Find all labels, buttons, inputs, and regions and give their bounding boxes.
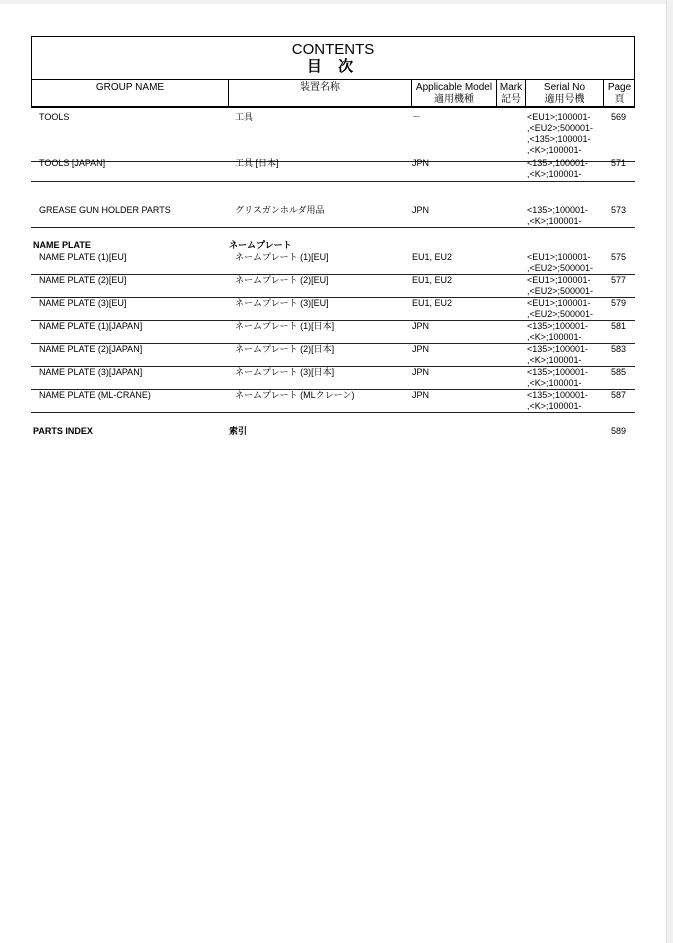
group-name-cell: NAME PLATE (ML-CRANE) xyxy=(39,390,151,400)
serial-cell xyxy=(527,112,593,156)
serial-line: <135>;100001- xyxy=(527,367,589,377)
page-cell: 589 xyxy=(611,426,627,436)
model-cell: JPN xyxy=(412,321,430,331)
serial-cell xyxy=(527,390,588,412)
group-name-jp-cell: 工具 [日本] xyxy=(235,158,279,168)
group-name-cell: NAME PLATE (2)[EU] xyxy=(39,275,127,285)
page-cell: 571 xyxy=(611,158,627,168)
table-row xyxy=(31,112,635,162)
model-cell: EU1, EU2 xyxy=(412,252,453,262)
serial-line: <135>;100001- xyxy=(527,390,589,400)
header-serial-label: Serial No xyxy=(543,82,586,93)
table-row xyxy=(31,367,635,390)
serial-line: <EU1>;100001- xyxy=(527,275,591,285)
table-row xyxy=(31,158,635,182)
serial-line: <135>;100001- xyxy=(527,321,589,331)
group-name-cell: NAME PLATE (2)[JAPAN] xyxy=(39,344,143,354)
serial-cell xyxy=(527,298,593,320)
page-cell: 587 xyxy=(611,390,627,400)
header-mark-label: Mark xyxy=(499,82,523,93)
group-name-jp-cell: 工具 xyxy=(235,112,254,122)
serial-cell xyxy=(527,275,593,297)
serial-cell xyxy=(527,205,588,227)
header-group-name-label: GROUP NAME xyxy=(95,82,165,93)
page-cell: 579 xyxy=(611,298,627,308)
header-page xyxy=(604,80,635,106)
title-english: CONTENTS xyxy=(291,41,375,58)
serial-line: ,<K>;100001- xyxy=(527,145,582,155)
page-cell: 581 xyxy=(611,321,627,331)
table-row xyxy=(31,252,635,275)
page-cell: 575 xyxy=(611,252,627,262)
header-page-jp-label: 頁 xyxy=(614,94,625,105)
serial-line: ,<K>;100001- xyxy=(527,169,582,179)
group-name-cell: GREASE GUN HOLDER PARTS xyxy=(39,205,171,215)
group-name-jp-cell: グリスガンホルダ用品 xyxy=(235,205,325,215)
serial-line: <135>;100001- xyxy=(527,344,589,354)
group-name-jp-cell: ネームプレート (1)[EU] xyxy=(235,252,329,262)
contents-title-box xyxy=(31,36,635,80)
model-cell: JPN xyxy=(412,390,430,400)
serial-line: ,<K>;100001- xyxy=(527,378,582,388)
group-name-cell: NAME PLATE (1)[JAPAN] xyxy=(39,321,143,331)
model-cell: JPN xyxy=(412,205,430,215)
serial-line: <135>;100001- xyxy=(527,205,589,215)
serial-line: ,<K>;100001- xyxy=(527,355,582,365)
page-cell: 583 xyxy=(611,344,627,354)
document-page xyxy=(0,4,668,943)
model-cell: JPN xyxy=(412,344,430,354)
serial-cell xyxy=(527,158,588,180)
page-cell: 577 xyxy=(611,275,627,285)
model-cell: JPN xyxy=(412,158,430,168)
group-name-cell: NAME PLATE (3)[JAPAN] xyxy=(39,367,143,377)
serial-line: ,<EU2>;500001- xyxy=(527,123,594,133)
header-group-name xyxy=(32,80,229,106)
serial-line: ,<135>;100001- xyxy=(527,134,591,144)
serial-line: ,<EU2>;500001- xyxy=(527,309,594,319)
title-japanese: 目 次 xyxy=(306,58,360,75)
serial-line: ,<K>;100001- xyxy=(527,332,582,342)
header-group-name-jp xyxy=(229,80,412,106)
table-row xyxy=(31,298,635,321)
group-name-cell: TOOLS [JAPAN] xyxy=(39,158,106,168)
header-model-jp-label: 適用機種 xyxy=(434,94,474,105)
serial-line: ,<EU2>;500001- xyxy=(527,286,594,296)
section-title-jp: ネームプレート xyxy=(229,240,292,250)
group-name-jp-cell: ネームプレート (2)[日本] xyxy=(235,344,335,354)
header-model-label: Applicable Model xyxy=(415,82,493,93)
serial-line: ,<EU2>;500001- xyxy=(527,263,594,273)
serial-line: ,<K>;100001- xyxy=(527,401,582,411)
table-row xyxy=(31,205,635,228)
table-row xyxy=(31,390,635,413)
serial-line: ,<K>;100001- xyxy=(527,216,582,226)
table-row xyxy=(31,344,635,367)
group-name-cell: NAME PLATE (1)[EU] xyxy=(39,252,127,262)
serial-cell xyxy=(527,252,593,274)
section-heading xyxy=(31,240,635,252)
section-title: NAME PLATE xyxy=(33,240,91,250)
header-page-label: Page xyxy=(607,82,632,93)
header-mark-jp-label: 記号 xyxy=(501,94,521,105)
group-name-jp-cell: ネームプレート (1)[日本] xyxy=(235,321,335,331)
header-serial-jp-label: 適用号機 xyxy=(544,94,585,105)
page-cell: 585 xyxy=(611,367,627,377)
model-cell: EU1, EU2 xyxy=(412,275,453,285)
group-name-jp-cell: ネームプレート (3)[日本] xyxy=(235,367,335,377)
table-row xyxy=(31,275,635,298)
serial-cell xyxy=(527,367,588,389)
header-group-name-jp-label: 装置名称 xyxy=(300,82,340,93)
table-row xyxy=(31,321,635,344)
serial-line: <135>;100001- xyxy=(527,158,589,168)
serial-line: <EU1>;100001- xyxy=(527,298,591,308)
serial-cell xyxy=(527,321,588,343)
model-cell: EU1, EU2 xyxy=(412,298,453,308)
header-applicable-model xyxy=(412,80,497,106)
header-mark xyxy=(497,80,526,106)
page-cell: 569 xyxy=(611,112,627,122)
model-cell: － xyxy=(412,112,422,122)
header-serial-no xyxy=(526,80,604,106)
section-heading xyxy=(31,426,635,438)
group-name-cell: NAME PLATE (3)[EU] xyxy=(39,298,127,308)
model-cell: JPN xyxy=(412,367,430,377)
section-title-jp: 索引 xyxy=(229,426,248,436)
group-name-jp-cell: ネームプレート (2)[EU] xyxy=(235,275,329,285)
vertical-scrollbar[interactable] xyxy=(666,0,673,943)
serial-line: <EU1>;100001- xyxy=(527,252,591,262)
section-title: PARTS INDEX xyxy=(33,426,93,436)
page-cell: 573 xyxy=(611,205,627,215)
group-name-jp-cell: ネームプレート (MLクレーン) xyxy=(235,390,355,400)
table-header xyxy=(31,80,635,108)
serial-cell xyxy=(527,344,588,366)
group-name-cell: TOOLS xyxy=(39,112,70,122)
group-name-jp-cell: ネームプレート (3)[EU] xyxy=(235,298,329,308)
serial-line: <EU1>;100001- xyxy=(527,112,591,122)
